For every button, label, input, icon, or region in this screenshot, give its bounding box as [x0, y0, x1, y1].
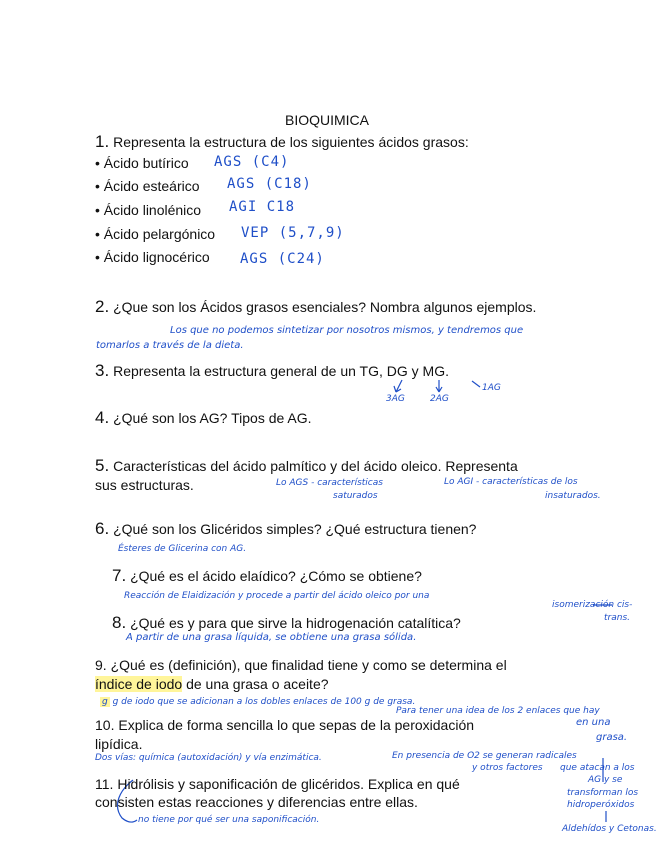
handwritten-answer: trans.	[604, 613, 630, 623]
question-text: ¿Qué es y para que sirve la hidrogenación catalítica?	[130, 615, 461, 631]
question-number: 3.	[95, 361, 110, 380]
highlighted-term: índice de iodo	[95, 676, 183, 692]
handwritten-note: Lo AGI - características de los	[444, 477, 578, 487]
handwritten-note: 2AG	[430, 394, 449, 404]
question-text: ¿Qué es (definición), que finalidad tiene y como se determina el	[110, 657, 507, 673]
handwritten-note: AGS (C18)	[227, 176, 312, 192]
question-text: Representa la estructura de los siguientes ácidos grasos:	[113, 134, 469, 150]
question-3	[95, 362, 449, 380]
handwritten-answer: Aldehídos y Cetonas.	[562, 824, 657, 834]
acid-label: Ácido pelargónico	[103, 226, 216, 242]
handwritten-note: 3AG	[386, 394, 405, 404]
handwritten-answer: transforman los	[567, 788, 639, 798]
question-number: 6.	[95, 519, 110, 538]
question-11-cont: consisten estas reacciones y diferencias entre ellas.	[95, 794, 418, 810]
handwritten-note: VEP (5,7,9)	[241, 225, 345, 241]
acid-label: Ácido lignocérico	[103, 249, 210, 265]
question-text: ¿Qué son los Glicéridos simples? ¿Qué estructura tienen?	[113, 521, 477, 537]
handwritten-answer: isomerización cis-	[552, 600, 633, 610]
handwritten-note: 1AG	[482, 383, 501, 393]
handwritten-answer: Dos vías: química (autoxidación) y vía enzimática.	[95, 753, 322, 763]
handwritten-answer: hidroperóxidos	[567, 800, 635, 810]
handwritten-answer: tomarlos a través de la dieta.	[96, 340, 244, 351]
question-number: 8.	[112, 613, 127, 632]
question-number: 10.	[95, 717, 115, 733]
question-number: 9.	[95, 657, 107, 673]
question-4	[95, 409, 312, 427]
handwritten-answer: que atacan a los	[560, 763, 635, 773]
question-7	[112, 567, 422, 585]
arrow-dg	[436, 380, 442, 392]
handwritten-answer: g g de iodo que se adicionan a los dobles enlaces de 100 g de grasa.	[102, 697, 416, 707]
handwritten-answer: Los que no podemos sintetizar por nosotros mismos, y tendremos que	[170, 325, 524, 336]
handwritten-answer: A partir de una grasa líquida, se obtiene una grasa sólida.	[126, 632, 417, 643]
question-11	[95, 776, 569, 793]
question-2	[95, 297, 568, 317]
answer-text: g de iodo que se adicionan a los dobles enlaces de 100 g de grasa.	[112, 697, 416, 707]
question-5	[95, 457, 518, 475]
handwritten-answer: y otros factores	[472, 763, 543, 773]
question-text: Hidrólisis y saponificación de glicéridos. Explica en qué	[117, 776, 460, 792]
list-item: • Ácido linolénico	[95, 202, 202, 218]
handwritten-note: grasa.	[596, 732, 628, 743]
question-number: 11.	[95, 776, 114, 792]
page-title: BIOQUIMICA	[285, 112, 370, 128]
question-text: Explica de forma sencilla lo que sepas de la peroxidación	[118, 717, 475, 733]
question-5-cont: sus estructuras.	[95, 477, 194, 493]
question-number: 5.	[95, 456, 110, 475]
acid-label: Ácido butírico	[103, 155, 189, 171]
handwritten-answer: En presencia de O2 se generan radicales	[392, 751, 577, 761]
question-9-cont	[95, 676, 329, 693]
arrow-tg	[394, 380, 402, 392]
arrow-mg	[472, 381, 480, 387]
question-text: ¿Qué son los AG? Tipos de AG.	[113, 410, 312, 426]
handwritten-note: saturados	[333, 491, 378, 501]
acid-label: Ácido esteárico	[103, 178, 200, 194]
question-text: Representa la estructura general de un TG, DG y MG.	[113, 363, 449, 379]
handwritten-note: AGS (C4)	[214, 154, 290, 170]
handwritten-answer: Reacción de Elaidización y procede a partir del ácido oleico por una	[124, 591, 430, 601]
handwritten-note: AGI C18	[229, 199, 296, 215]
question-9	[95, 657, 507, 674]
question-number: 7.	[112, 566, 127, 585]
question-1	[95, 133, 469, 151]
list-item: • Ácido esteárico	[95, 178, 200, 194]
handwritten-note: Lo AGS - características	[276, 478, 383, 488]
question-number: 1.	[95, 132, 110, 151]
question-10	[95, 717, 569, 734]
question-text: Características del ácido palmítico y del ácido oleico. Representa	[113, 458, 518, 474]
list-item: • Ácido butírico	[95, 155, 189, 171]
list-item: • Ácido lignocérico	[95, 249, 210, 265]
handwritten-answer: AG y se	[588, 775, 623, 785]
handwritten-answer: Para tener una idea de los 2 enlaces que hay	[396, 706, 600, 716]
question-text: ¿Qué es el ácido elaídico? ¿Cómo se obtiene?	[130, 568, 422, 584]
handwritten-note: insaturados.	[545, 491, 601, 501]
handwritten-answer: no tiene por qué ser una saponificación.	[138, 815, 320, 825]
question-10-cont: lipídica.	[95, 736, 143, 752]
question-8	[112, 614, 461, 632]
handwritten-answer: Ésteres de Glicerina con AG.	[118, 544, 247, 554]
handwritten-note: AGS (C24)	[240, 251, 325, 267]
question-text: de una grasa o aceite?	[182, 676, 329, 692]
question-number: 4.	[95, 408, 110, 427]
question-text: ¿Que son los Ácidos grasos esenciales? Nombra algunos ejemplos.	[113, 299, 537, 315]
list-item: • Ácido pelargónico	[95, 226, 216, 242]
acid-label: Ácido linolénico	[103, 202, 202, 218]
handwritten-note: en una	[576, 717, 611, 728]
question-6	[95, 520, 476, 538]
question-number: 2.	[95, 297, 110, 316]
